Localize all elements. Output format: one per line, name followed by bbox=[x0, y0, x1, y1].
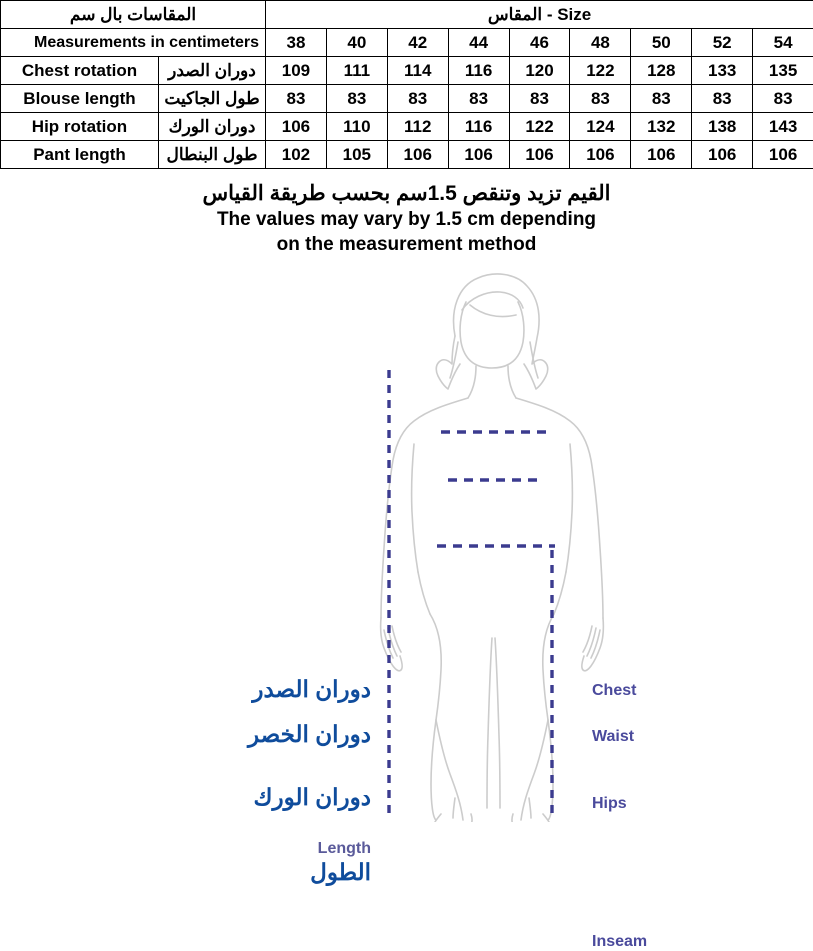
cell-chest-48: 122 bbox=[570, 57, 631, 85]
cell-pant-44: 106 bbox=[448, 141, 509, 169]
label-hips-english: Hips bbox=[592, 795, 627, 813]
size-header-38: 38 bbox=[266, 29, 327, 57]
cell-hip-54: 143 bbox=[753, 113, 813, 141]
cell-hip-44: 116 bbox=[448, 113, 509, 141]
cell-pant-42: 106 bbox=[387, 141, 448, 169]
cell-pant-54: 106 bbox=[753, 141, 813, 169]
size-header-42: 42 bbox=[387, 29, 448, 57]
row-label-ar-chest-rotation: دوران الصدر bbox=[159, 57, 266, 85]
female-body-outline-icon bbox=[381, 274, 604, 822]
cell-hip-50: 132 bbox=[631, 113, 692, 141]
row-label-en-chest-rotation: Chest rotation bbox=[1, 57, 159, 85]
header-label-arabic: المقاسات بال سم bbox=[1, 1, 266, 29]
row-label-ar-pant-length: طول البنطال bbox=[159, 141, 266, 169]
cell-pant-46: 106 bbox=[509, 141, 570, 169]
row-label-ar-blouse-length: طول الجاكيت bbox=[159, 85, 266, 113]
label-chest-arabic: دوران الصدر bbox=[226, 676, 371, 703]
size-chart-table bbox=[0, 0, 813, 169]
size-header-44: 44 bbox=[448, 29, 509, 57]
cell-blouse-44: 83 bbox=[448, 85, 509, 113]
row-label-en-blouse-length: Blouse length bbox=[1, 85, 159, 113]
cell-chest-44: 116 bbox=[448, 57, 509, 85]
cell-chest-42: 114 bbox=[387, 57, 448, 85]
cell-chest-38: 109 bbox=[266, 57, 327, 85]
figure-svg bbox=[0, 258, 813, 822]
cell-chest-40: 111 bbox=[326, 57, 387, 85]
size-header-46: 46 bbox=[509, 29, 570, 57]
label-chest-english: Chest bbox=[592, 682, 636, 700]
table-row bbox=[1, 113, 813, 141]
table-row bbox=[1, 85, 813, 113]
size-chart-table-container bbox=[0, 0, 813, 169]
note-arabic: القيم تزيد وتنقص 1.5سم بحسب طريقة القياس bbox=[0, 180, 813, 208]
cell-blouse-42: 83 bbox=[387, 85, 448, 113]
cell-hip-48: 124 bbox=[570, 113, 631, 141]
cell-blouse-48: 83 bbox=[570, 85, 631, 113]
label-length-english: Length bbox=[226, 840, 371, 858]
cell-chest-52: 133 bbox=[692, 57, 753, 85]
cell-pant-48: 106 bbox=[570, 141, 631, 169]
label-waist-arabic: دوران الخصر bbox=[226, 721, 371, 748]
size-title-cell: المقاس - Size bbox=[266, 1, 813, 29]
note-english-line1: The values may vary by 1.5 cm depending bbox=[0, 208, 813, 233]
cell-blouse-52: 83 bbox=[692, 85, 753, 113]
cell-blouse-50: 83 bbox=[631, 85, 692, 113]
measurement-variance-note bbox=[0, 180, 813, 258]
size-header-50: 50 bbox=[631, 29, 692, 57]
row-label-ar-hip-rotation: دوران الورك bbox=[159, 113, 266, 141]
body-measurement-diagram bbox=[0, 258, 813, 822]
cell-hip-42: 112 bbox=[387, 113, 448, 141]
cell-hip-38: 106 bbox=[266, 113, 327, 141]
size-header-48: 48 bbox=[570, 29, 631, 57]
size-header-52: 52 bbox=[692, 29, 753, 57]
size-header-54: 54 bbox=[753, 29, 813, 57]
cell-blouse-40: 83 bbox=[326, 85, 387, 113]
cell-blouse-38: 83 bbox=[266, 85, 327, 113]
cell-chest-46: 120 bbox=[509, 57, 570, 85]
cell-blouse-54: 83 bbox=[753, 85, 813, 113]
cell-pant-40: 105 bbox=[326, 141, 387, 169]
label-waist-english: Waist bbox=[592, 728, 634, 746]
size-header-40: 40 bbox=[326, 29, 387, 57]
table-header-row-top bbox=[1, 1, 813, 29]
header-label-english: Measurements in centimeters bbox=[1, 29, 266, 57]
label-inseam-english: Inseam bbox=[592, 933, 647, 951]
cell-chest-50: 128 bbox=[631, 57, 692, 85]
cell-pant-38: 102 bbox=[266, 141, 327, 169]
cell-chest-54: 135 bbox=[753, 57, 813, 85]
table-row bbox=[1, 57, 813, 85]
row-label-en-pant-length: Pant length bbox=[1, 141, 159, 169]
cell-pant-52: 106 bbox=[692, 141, 753, 169]
cell-hip-40: 110 bbox=[326, 113, 387, 141]
cell-hip-46: 122 bbox=[509, 113, 570, 141]
table-row bbox=[1, 141, 813, 169]
cell-pant-50: 106 bbox=[631, 141, 692, 169]
label-length-arabic: الطول bbox=[226, 859, 371, 886]
row-label-en-hip-rotation: Hip rotation bbox=[1, 113, 159, 141]
table-header-row-sizes bbox=[1, 29, 813, 57]
label-hips-arabic: دوران الورك bbox=[226, 784, 371, 811]
cell-blouse-46: 83 bbox=[509, 85, 570, 113]
note-english-line2: on the measurement method bbox=[0, 233, 813, 258]
cell-hip-52: 138 bbox=[692, 113, 753, 141]
